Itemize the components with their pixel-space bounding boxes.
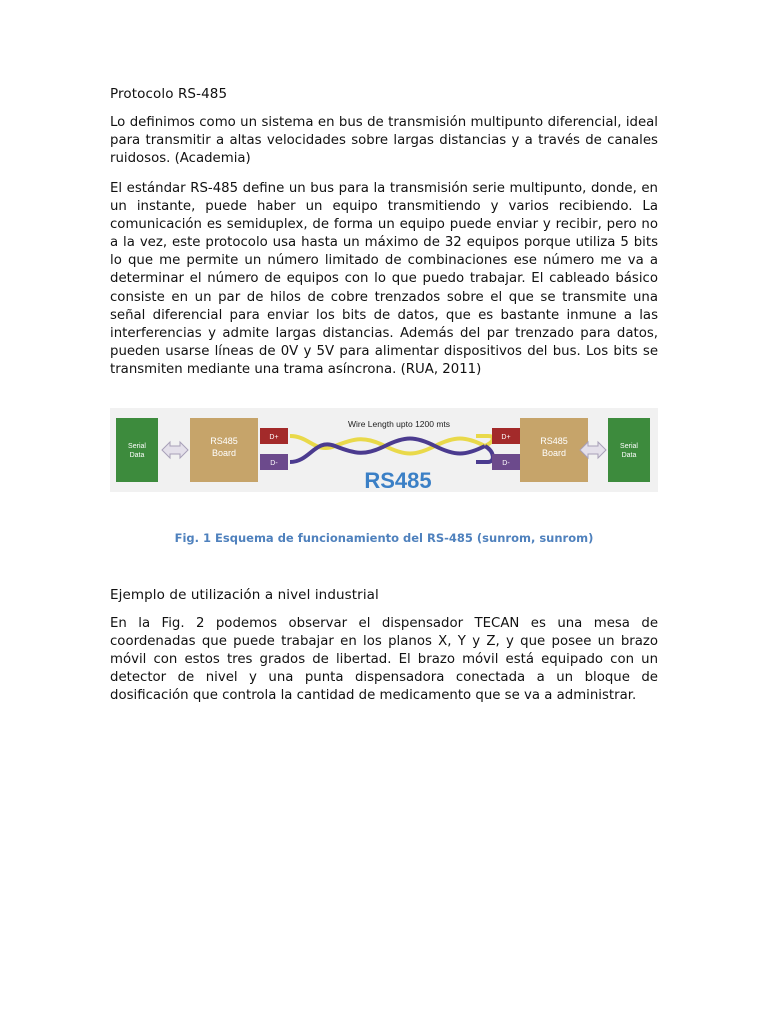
serial-data-left-line1: Serial bbox=[128, 443, 146, 450]
rs485-big-label: RS485 bbox=[364, 468, 432, 492]
wire-length-label: Wire Length upto 1200 mts bbox=[347, 419, 451, 429]
figure-caption: Fig. 1 Esquema de funcionamiento del RS-485 (sunrom, sunrom) bbox=[174, 531, 594, 545]
serial-data-block-left bbox=[116, 418, 158, 482]
section-heading-rs485: Protocolo RS-485 bbox=[110, 86, 228, 102]
serial-data-right-line2: Data bbox=[621, 452, 637, 459]
wire-end-purple bbox=[485, 446, 493, 462]
board-right-line1: RS485 bbox=[540, 436, 568, 446]
d-minus-label-right: D- bbox=[502, 460, 510, 467]
rs485-diagram bbox=[110, 408, 658, 492]
rs485-diagram-figure bbox=[110, 408, 658, 492]
paragraph-standard: El estándar RS-485 define un bus para la transmisión serie multipunto, donde, en un instante, puede haber un equipo transmitiendo y varios recibiendo. La comunicación es semiduplex, de forma un equipo puede enviar y recibir, pero no a la vez, este protocolo usa hasta un máximo de 32 equipos porque utiliza 5 bits lo que me permite un número limitado de combinaciones ese número me va a determinar el número de equipos con lo que puedo trabajar. El cableado básico consiste en un par de hilos de cobre trenzados sobre el que se transmite una señal diferencial para enviar los bits de datos, que es bastante inmune a las interferencias y admite largas distancias. Además del par trenzado para datos, pueden usarse líneas de 0V y 5V para alimentar dispositivos del bus. Los bits se transmiten mediante una trama asíncrona. (RUA, 2011) bbox=[110, 181, 658, 377]
double-arrow-left-icon bbox=[162, 442, 188, 458]
d-minus-label-left: D- bbox=[270, 460, 278, 467]
section-heading-industrial: Ejemplo de utilización a nivel industrial bbox=[110, 587, 379, 603]
twisted-wire-purple bbox=[290, 439, 485, 463]
board-right-line2: Board bbox=[541, 448, 567, 458]
board-left-line2: Board bbox=[211, 448, 237, 458]
paragraph-tecan: En la Fig. 2 podemos observar el dispensador TECAN es una mesa de coordenadas que puede trabajar en los planos X, Y y Z, y que posee un brazo móvil con estos tres grados de libertad. El brazo móvil está equipado con un detector de nivel y una punta dispensadora conectada a un bloque de dosificación que controla la cantidad de medicamento que se va a administrar. bbox=[110, 616, 658, 704]
d-plus-label-left: D+ bbox=[269, 434, 279, 441]
serial-data-block-right bbox=[608, 418, 650, 482]
serial-data-left-line2: Data bbox=[129, 452, 145, 459]
d-plus-label-right: D+ bbox=[501, 434, 511, 441]
serial-data-right-line1: Serial bbox=[620, 443, 638, 450]
board-left-line1: RS485 bbox=[210, 436, 238, 446]
paragraph-definition: Lo definimos como un sistema en bus de transmisión multipunto diferencial, ideal para transmitir a altas velocidades sobre largas distancias y a través de canales ruidosos. (Academia) bbox=[110, 115, 658, 167]
